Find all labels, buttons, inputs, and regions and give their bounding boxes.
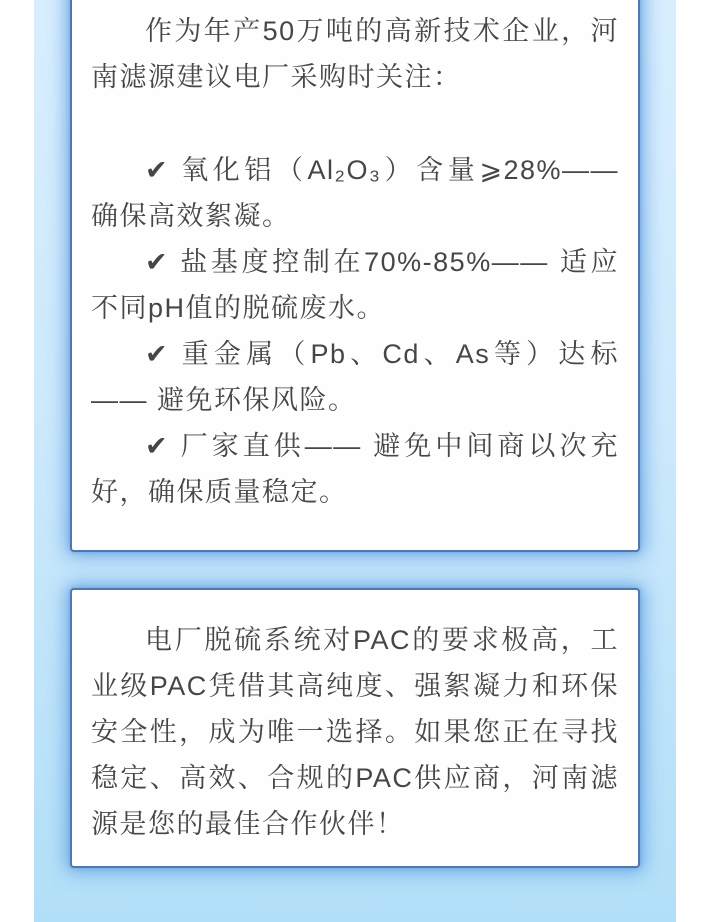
intro-paragraph: 作为年产50万吨的高新技术企业，河南滤源建议电厂采购时关注： [91, 16, 619, 92]
summary-paragraph: 电厂脱硫系统对PAC的要求极高，工业级PAC凭借其高纯度、强絮凝力和环保安全性，成为唯一选择。如果您正在寻找稳定、高效、合规的PAC供应商，河南滤源是您的最佳合作伙伴！ [91, 625, 619, 839]
info-card-purchase-tips [70, 0, 640, 552]
content-column [34, 0, 676, 922]
bullet-item-heavy-metals: ✔ 重金属（Pb、Cd、As等）达标—— 避免环保风险。 [91, 339, 619, 415]
info-card-summary [70, 588, 640, 868]
bullet-item-basicity: ✔ 盐基度控制在70%-85%—— 适应不同pH值的脱硫废水。 [91, 247, 619, 323]
bullet-item-factory-direct: ✔ 厂家直供—— 避免中间商以次充好，确保质量稳定。 [91, 431, 619, 507]
bullet-list [91, 147, 619, 515]
bullet-item-alumina: ✔ 氧化铝（Al₂O₃）含量⩾28%—— 确保高效絮凝。 [91, 155, 619, 231]
